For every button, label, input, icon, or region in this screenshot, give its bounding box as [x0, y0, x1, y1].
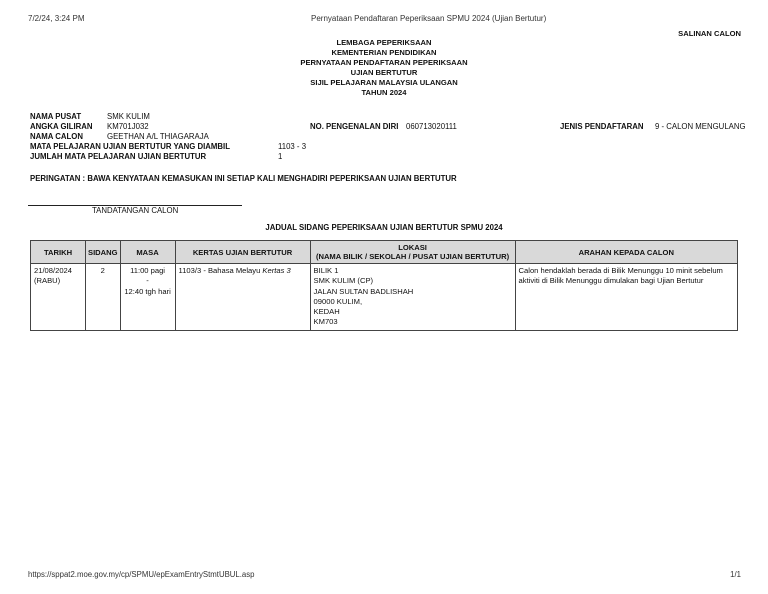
col-session-header: SIDANG: [86, 241, 121, 264]
table-row: [31, 264, 738, 331]
index-value: KM701J032: [107, 122, 149, 131]
paper-name: 1103/3 - Bahasa Melayu: [178, 266, 263, 275]
count-value: 1: [278, 152, 283, 161]
id-label: NO. PENGENALAN DIRI: [310, 122, 399, 131]
location-line: BILIK 1: [313, 266, 339, 275]
schedule-title: JADUAL SIDANG PEPERIKSAAN UJIAN BERTUTUR SPMU 2024: [265, 223, 503, 232]
time-end: 12:40 tgh hari: [124, 286, 171, 296]
location-header-line2: (NAMA BILIK / SEKOLAH / PUSAT UJIAN BERTUTUR): [315, 252, 510, 261]
time-separator: -: [146, 276, 149, 286]
count-label: JUMLAH MATA PELAJARAN UJIAN BERTUTUR: [30, 152, 207, 161]
time-cell: [120, 264, 175, 331]
session-cell: 2: [86, 264, 121, 331]
heading-line: UJIAN BERTUTUR: [350, 68, 418, 78]
location-line: JALAN SULTAN BADLISHAH: [313, 286, 414, 296]
heading-line: SIJIL PELAJARAN MALAYSIA ULANGAN: [310, 78, 458, 88]
heading-line: KEMENTERIAN PENDIDIKAN: [331, 48, 437, 58]
location-cell: [310, 264, 515, 331]
print-url[interactable]: https://sppat2.moe.gov.my/cp/SPMU/epExamEntryStmtUBUL.asp: [28, 570, 255, 579]
date-cell: [31, 264, 86, 331]
col-date-header: TARIKH: [31, 241, 86, 264]
id-value: 060713020111: [406, 122, 457, 131]
name-value: GEETHAN A/L THIAGARAJA: [107, 132, 209, 141]
name-label: NAMA CALON: [30, 132, 83, 141]
subjects-value: 1103 - 3: [278, 142, 307, 151]
heading-line: TAHUN 2024: [361, 88, 407, 98]
warning-text: PERINGATAN : BAWA KENYATAAN KEMASUKAN INI SETIAP KALI MENGHADIRI PEPERIKSAAN UJIAN BERTUTUR: [30, 174, 457, 183]
time-start: 11:00 pagi: [130, 266, 165, 275]
location-header-line1: LOKASI: [398, 243, 427, 252]
copy-label: SALINAN CALON: [678, 29, 741, 38]
paper-cell: [175, 264, 310, 331]
location-line: 09000 KULIM,: [313, 296, 363, 306]
col-time-header: MASA: [120, 241, 175, 264]
table-header-row: [31, 241, 738, 264]
reg-type-label: JENIS PENDAFTARAN: [560, 122, 644, 131]
signature-label: TANDATANGAN CALON: [92, 206, 179, 215]
subjects-label: MATA PELAJARAN UJIAN BERTUTUR YANG DIAMBIL: [30, 142, 230, 151]
schedule-table: [30, 240, 738, 331]
instructions-cell: Calon hendaklah berada di Bilik Menunggu 10 minit sebelum aktiviti di Bilik Menunggu dimulakan bagi Ujian Bertutur: [515, 264, 737, 331]
col-instructions-header: ARAHAN KEPADA CALON: [515, 241, 737, 264]
col-location-header: [310, 241, 515, 264]
document-heading: [0, 38, 768, 99]
location-line: KEDAH: [313, 307, 340, 317]
heading-line: LEMBAGA PEPERIKSAAN: [336, 38, 432, 47]
heading-line: PERNYATAAN PENDAFTARAN PEPERIKSAAN: [300, 58, 468, 68]
paper-part: Kertas 3: [262, 266, 291, 275]
print-page-number: 1/1: [730, 570, 741, 579]
centre-value: SMK KULIM: [107, 112, 150, 121]
col-paper-header: KERTAS UJIAN BERTUTUR: [175, 241, 310, 264]
date-value: 21/08/2024: [34, 266, 73, 275]
print-page-title: Pernyataan Pendaftaran Peperiksaan SPMU 2024 (Ujian Bertutur): [311, 14, 547, 23]
reg-type-value: 9 - CALON MENGULANG: [655, 122, 746, 131]
print-datetime: 7/2/24, 3:24 PM: [28, 14, 85, 23]
centre-label: NAMA PUSAT: [30, 112, 82, 121]
day-value: (RABU): [34, 276, 61, 286]
location-line: KM703: [313, 317, 338, 327]
location-line: SMK KULIM (CP): [313, 276, 374, 286]
index-label: ANGKA GILIRAN: [30, 122, 93, 131]
